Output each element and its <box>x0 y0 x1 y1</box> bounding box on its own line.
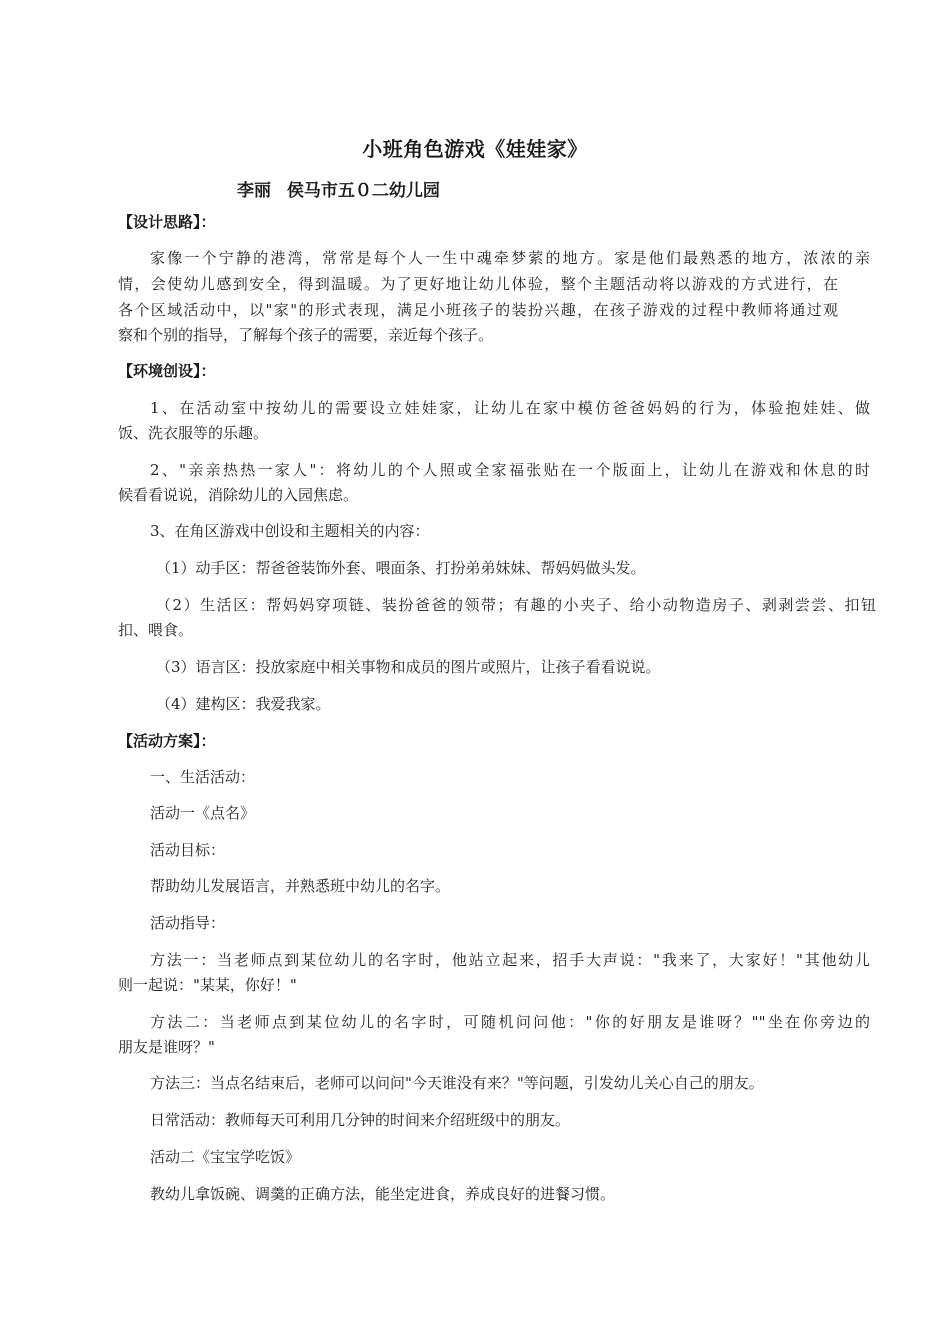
author-line <box>237 176 440 201</box>
activity-title: 活动一《点名》 <box>150 804 256 822</box>
section-heading-plan: 【活动方案】： <box>118 732 216 750</box>
paragraph-line: 朋友是谁呀？" <box>118 1038 215 1056</box>
document-title: 小班角色游戏《娃娃家》 <box>362 137 588 161</box>
paragraph-line: 扣、喂食。 <box>118 621 194 639</box>
paragraph-line: 候看看说说，消除幼儿的入园焦虑。 <box>118 486 359 504</box>
section-heading-design: 【设计思路】： <box>118 213 216 231</box>
author-school: 侯马市五０二幼儿园 <box>286 181 440 201</box>
paragraph-line: 日常活动：教师每天可利用几分钟的时间来介绍班级中的朋友。 <box>150 1111 571 1129</box>
paragraph-line: 帮助幼儿发展语言，并熟悉班中幼儿的名字。 <box>150 877 451 895</box>
author-name: 李丽 <box>237 181 271 201</box>
paragraph-line: 方法二：当老师点到某位幼儿的名字时，可随机问问他："你的好朋友是谁呀？""坐在你旁边的 <box>150 1013 870 1031</box>
paragraph-line: 察和个别的指导，了解每个孩子的需要，亲近每个孩子。 <box>118 326 494 344</box>
zone-item: （3）语言区：投放家庭中相关事物和成员的图片或照片，让孩子看看说说。 <box>156 658 661 676</box>
paragraph-line: 各个区域活动中，以"家"的形式表现，满足小班孩子的装扮兴趣，在孩子游戏的过程中教师将通过观 <box>118 301 838 319</box>
paragraph-line: 2、"亲亲热热一家人"：将幼儿的个人照或全家福张贴在一个版面上，让幼儿在游戏和休息的时 <box>150 461 870 479</box>
zone-item: （4）建构区：我爱我家。 <box>156 695 331 713</box>
paragraph-line: 方法三：当点名结束后，老师可以问问"今天谁没有来？"等问题，引发幼儿关心自己的朋友。 <box>150 1074 764 1092</box>
paragraph-line: 饭、洗衣服等的乐趣。 <box>118 424 269 442</box>
paragraph-line: 方法一：当老师点到某位幼儿的名字时，他站立起来，招手大声说："我来了，大家好！"其他幼儿 <box>150 951 870 969</box>
zone-item: （2）生活区：帮妈妈穿项链、装扮爸爸的领带；有趣的小夹子、给小动物造房子、剥剥尝尝、扣钮 <box>156 596 876 614</box>
paragraph-line: 活动指导： <box>150 914 226 932</box>
section-heading-environment: 【环境创设】： <box>118 362 216 380</box>
paragraph-line: 3、在角区游戏中创设和主题相关的内容： <box>150 522 430 540</box>
zone-item: （1）动手区：帮爸爸装饰外套、喂面条、打扮弟弟妹妹、帮妈妈做头发。 <box>156 559 646 577</box>
paragraph-line: 一、生活活动： <box>150 768 256 786</box>
paragraph-line: 家像一个宁静的港湾，常常是每个人一生中魂牵梦萦的地方。家是他们最熟悉的地方，浓浓的亲 <box>150 249 870 267</box>
paragraph-line: 教幼儿拿饭碗、调羹的正确方法，能坐定进食，养成良好的进餐习惯。 <box>150 1185 616 1203</box>
paragraph-line: 则一起说："某某，你好！" <box>118 976 297 994</box>
activity-title: 活动二《宝宝学吃饭》 <box>150 1148 301 1166</box>
paragraph-line: 1、在活动室中按幼儿的需要设立娃娃家，让幼儿在家中模仿爸爸妈妈的行为，体验抱娃娃、做 <box>150 399 870 417</box>
paragraph-line: 活动目标： <box>150 841 226 859</box>
paragraph-line: 情，会使幼儿感到安全，得到温暖。为了更好地让幼儿体验，整个主题活动将以游戏的方式进行，在 <box>118 275 838 293</box>
